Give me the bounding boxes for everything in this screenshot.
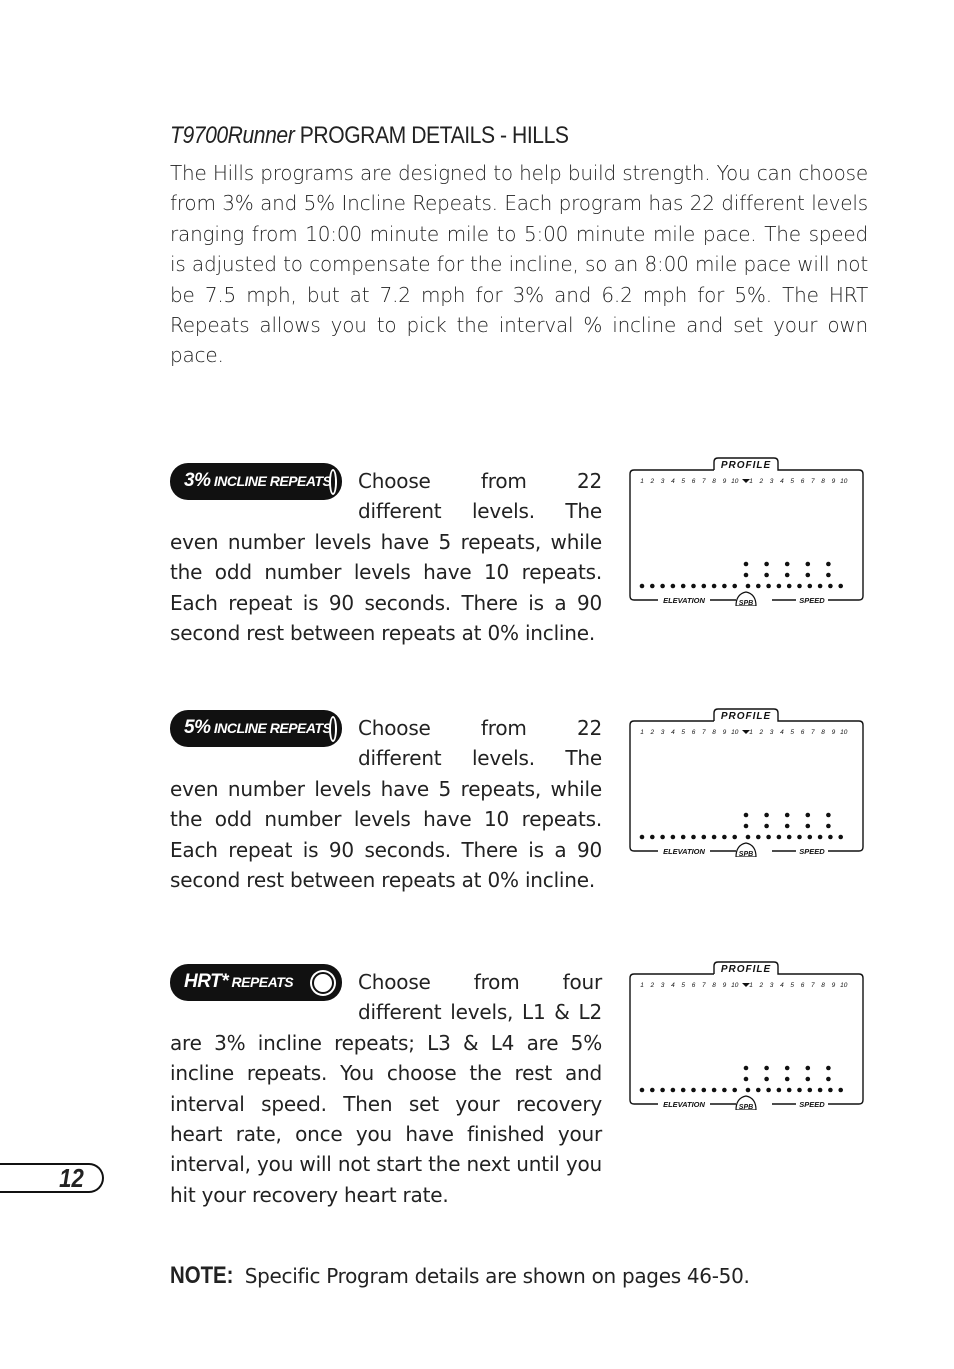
column-number: 3 xyxy=(660,982,665,989)
speed-dot xyxy=(744,573,749,578)
elevation-dot xyxy=(766,1088,771,1093)
column-number: 6 xyxy=(800,982,805,989)
section-hrt-repeats xyxy=(170,967,602,1210)
column-number: 1 xyxy=(749,982,753,989)
column-number: 5 xyxy=(790,478,795,485)
column-number: 4 xyxy=(780,478,784,485)
column-number: 2 xyxy=(759,982,764,989)
speed-dot xyxy=(785,562,790,567)
column-number: 5 xyxy=(681,982,686,989)
column-number: 9 xyxy=(722,729,727,736)
speed-label: SPEED xyxy=(799,596,825,605)
badge-small-text: INCLINE REPEATS xyxy=(210,473,332,490)
speed-dot xyxy=(826,813,831,818)
column-number: 3 xyxy=(660,729,665,736)
elevation-dot xyxy=(650,584,655,589)
elevation-dot xyxy=(722,584,727,589)
speed-dot xyxy=(806,1077,811,1082)
column-number: 3 xyxy=(769,729,774,736)
elevation-dot xyxy=(828,584,833,589)
elevation-dot xyxy=(640,584,645,589)
speed-dot xyxy=(826,573,831,578)
section-description xyxy=(170,967,602,1210)
spb-label: SPB xyxy=(738,1104,754,1110)
elevation-dot xyxy=(777,584,782,589)
column-number: 2 xyxy=(650,478,655,485)
column-number: 4 xyxy=(671,478,675,485)
column-number: 10 xyxy=(840,478,848,485)
page-title xyxy=(170,122,569,150)
badge-big-text: HRT* xyxy=(184,971,229,993)
elevation-dot xyxy=(691,835,696,840)
elevation-dot xyxy=(746,584,751,589)
program-badge-hrt xyxy=(170,964,342,1001)
program-badge-5-percent xyxy=(170,710,342,747)
note-label: NOTE: xyxy=(170,1262,234,1289)
column-number: 4 xyxy=(671,729,675,736)
column-number: 9 xyxy=(831,729,836,736)
elevation-dot xyxy=(671,835,676,840)
elevation-dot xyxy=(838,584,843,589)
speed-dot xyxy=(764,1066,769,1071)
title-text: PROGRAM DETAILS - HILLS xyxy=(294,122,569,149)
column-number: 6 xyxy=(691,478,696,485)
elevation-dot xyxy=(691,1088,696,1093)
elevation-dot xyxy=(787,1088,792,1093)
column-number: 1 xyxy=(640,478,644,485)
elevation-dot xyxy=(797,835,802,840)
column-number: 9 xyxy=(722,982,727,989)
speed-dot xyxy=(785,824,790,829)
section-text: Choose from 22 different levels. The even number levels have 5 repeats, while the odd number levels have 10 repeats. Each repeat is 90 seconds. There is a 90 second rest between repeats at 0% incline. xyxy=(170,469,602,646)
column-number: 10 xyxy=(731,478,739,485)
elevation-dot xyxy=(777,1088,782,1093)
column-number: 6 xyxy=(691,982,696,989)
column-number: 10 xyxy=(840,982,848,989)
column-number: 7 xyxy=(701,478,706,485)
profile-label: PROFILE xyxy=(720,964,772,975)
note xyxy=(170,1262,750,1290)
elevation-dot xyxy=(671,584,676,589)
column-number: 6 xyxy=(691,729,696,736)
elevation-dot xyxy=(787,584,792,589)
elevation-dot xyxy=(756,1088,761,1093)
elevation-dot xyxy=(681,835,686,840)
column-number: 7 xyxy=(810,982,815,989)
elevation-dot xyxy=(746,1088,751,1093)
column-number: 4 xyxy=(780,729,784,736)
program-badge-3-percent xyxy=(170,463,342,500)
column-number: 9 xyxy=(722,478,727,485)
elevation-dot xyxy=(756,584,761,589)
badge-small-text: INCLINE REPEATS xyxy=(210,720,332,737)
speed-dot xyxy=(826,824,831,829)
badge-small-text: REPEATS xyxy=(228,974,294,991)
column-number: 7 xyxy=(810,478,815,485)
console-profile-display xyxy=(628,456,865,606)
elevation-dot xyxy=(808,835,813,840)
speed-dot xyxy=(764,824,769,829)
elevation-dot xyxy=(808,584,813,589)
elevation-label: ELEVATION xyxy=(663,1100,705,1109)
speed-dot xyxy=(806,562,811,567)
console-svg xyxy=(628,456,865,606)
elevation-label: ELEVATION xyxy=(663,847,705,856)
elevation-dot xyxy=(660,1088,665,1093)
column-number: 5 xyxy=(681,729,686,736)
column-number: 2 xyxy=(759,478,764,485)
speed-dot xyxy=(764,1077,769,1082)
column-number: 5 xyxy=(790,729,795,736)
elevation-dot xyxy=(838,1088,843,1093)
section-text: Choose from four different levels, L1 & L2 are 3% incline repeats; L3 & L4 are 5% incline repeats. You choose the rest and interval speed. Then set your recovery heart rate, once you have finished your interval, you will not start the next until you hit your recovery heart rate. xyxy=(170,970,602,1207)
column-number: 9 xyxy=(831,478,836,485)
speed-dot xyxy=(764,573,769,578)
column-number: 8 xyxy=(712,478,716,485)
column-number: 2 xyxy=(650,729,655,736)
elevation-dot xyxy=(808,1088,813,1093)
column-number: 10 xyxy=(731,982,739,989)
note-text: Specific Program details are shown on pages 46-50. xyxy=(238,1264,750,1288)
elevation-dot xyxy=(722,835,727,840)
elevation-dot xyxy=(838,835,843,840)
column-number: 10 xyxy=(840,729,848,736)
console-profile-display xyxy=(628,960,865,1110)
elevation-dot xyxy=(732,835,737,840)
column-number: 10 xyxy=(731,729,739,736)
elevation-dot xyxy=(787,835,792,840)
column-number: 6 xyxy=(800,729,805,736)
profile-label: PROFILE xyxy=(720,711,772,722)
column-number: 5 xyxy=(790,982,795,989)
column-number: 1 xyxy=(749,478,753,485)
speed-label: SPEED xyxy=(799,847,825,856)
speed-dot xyxy=(744,562,749,567)
speed-dot xyxy=(744,813,749,818)
intro-paragraph: The Hills programs are designed to help build strength. You can choose from 3% and 5% Incline Repeats. Each program has 22 different levels ranging from 10:00 minute mile to 5:00 minute mile pace. The speed is adjusted to compensate for the incline, so an 8:00 mile pace will not be 7.5 mph, but at 7.2 mph for 3% and 6.2 mph for 5%. The HRT Repeats allows you to pick the interval % incline and set your own pace. xyxy=(170,161,868,368)
badge-big-text: 3% xyxy=(184,470,211,492)
column-number: 4 xyxy=(671,982,675,989)
elevation-dot xyxy=(797,1088,802,1093)
column-number: 2 xyxy=(650,982,655,989)
elevation-label: ELEVATION xyxy=(663,596,705,605)
column-number: 8 xyxy=(712,729,716,736)
section-description xyxy=(170,713,602,895)
elevation-dot xyxy=(660,584,665,589)
console-svg xyxy=(628,707,865,857)
section-5-percent-incline xyxy=(170,713,602,895)
circle-icon xyxy=(312,972,334,994)
column-number: 6 xyxy=(800,478,805,485)
elevation-dot xyxy=(712,584,717,589)
elevation-dot xyxy=(640,835,645,840)
column-number: 4 xyxy=(780,982,784,989)
elevation-dot xyxy=(702,584,707,589)
spb-label: SPB xyxy=(738,851,754,857)
column-number: 3 xyxy=(769,478,774,485)
page-number: 12 xyxy=(59,1162,84,1193)
elevation-dot xyxy=(818,835,823,840)
column-number: 1 xyxy=(640,729,644,736)
elevation-dot xyxy=(650,1088,655,1093)
speed-dot xyxy=(744,1077,749,1082)
elevation-dot xyxy=(691,584,696,589)
column-number: 3 xyxy=(660,478,665,485)
column-number: 8 xyxy=(712,982,716,989)
profile-label: PROFILE xyxy=(720,460,772,471)
elevation-dot xyxy=(712,1088,717,1093)
section-3-percent-incline xyxy=(170,466,602,648)
elevation-dot xyxy=(756,835,761,840)
speed-dot xyxy=(764,813,769,818)
speed-dot xyxy=(806,1066,811,1071)
speed-dot xyxy=(826,1077,831,1082)
speed-dot xyxy=(785,1077,790,1082)
column-number: 3 xyxy=(769,982,774,989)
elevation-dot xyxy=(828,835,833,840)
speed-dot xyxy=(806,813,811,818)
elevation-dot xyxy=(681,584,686,589)
elevation-dot xyxy=(722,1088,727,1093)
speed-dot xyxy=(806,573,811,578)
elevation-dot xyxy=(702,1088,707,1093)
column-number: 8 xyxy=(821,729,825,736)
section-text: Choose from 22 different levels. The even number levels have 5 repeats, while the odd number levels have 10 repeats. Each repeat is 90 seconds. There is a 90 second rest between repeats at 0% incline. xyxy=(170,716,602,893)
elevation-dot xyxy=(797,584,802,589)
speed-dot xyxy=(785,573,790,578)
column-number: 1 xyxy=(749,729,753,736)
elevation-dot xyxy=(766,835,771,840)
elevation-dot xyxy=(671,1088,676,1093)
elevation-dot xyxy=(777,835,782,840)
speed-dot xyxy=(826,562,831,567)
elevation-dot xyxy=(660,835,665,840)
badge-big-text: 5% xyxy=(184,717,211,739)
speed-dot xyxy=(806,824,811,829)
elevation-dot xyxy=(732,584,737,589)
page-number-tab xyxy=(0,1163,104,1193)
elevation-dot xyxy=(828,1088,833,1093)
column-number: 7 xyxy=(701,729,706,736)
speed-dot xyxy=(785,813,790,818)
elevation-dot xyxy=(640,1088,645,1093)
column-number: 8 xyxy=(821,478,825,485)
console-svg xyxy=(628,960,865,1110)
elevation-dot xyxy=(746,835,751,840)
speed-dot xyxy=(744,824,749,829)
speed-dot xyxy=(744,1066,749,1071)
console-profile-display xyxy=(628,707,865,857)
column-number: 1 xyxy=(640,982,644,989)
elevation-dot xyxy=(818,584,823,589)
elevation-dot xyxy=(650,835,655,840)
column-number: 9 xyxy=(831,982,836,989)
column-number: 2 xyxy=(759,729,764,736)
elevation-dot xyxy=(681,1088,686,1093)
elevation-dot xyxy=(766,584,771,589)
circle-icon xyxy=(331,718,335,740)
speed-label: SPEED xyxy=(799,1100,825,1109)
elevation-dot xyxy=(818,1088,823,1093)
model-name: T9700Runner xyxy=(170,122,295,149)
elevation-dot xyxy=(712,835,717,840)
circle-icon xyxy=(331,471,335,493)
column-number: 8 xyxy=(821,982,825,989)
column-number: 7 xyxy=(701,982,706,989)
speed-dot xyxy=(785,1066,790,1071)
elevation-dot xyxy=(702,835,707,840)
elevation-dot xyxy=(732,1088,737,1093)
column-number: 7 xyxy=(810,729,815,736)
spb-label: SPB xyxy=(738,600,754,606)
speed-dot xyxy=(764,562,769,567)
column-number: 5 xyxy=(681,478,686,485)
speed-dot xyxy=(826,1066,831,1071)
section-description xyxy=(170,466,602,648)
